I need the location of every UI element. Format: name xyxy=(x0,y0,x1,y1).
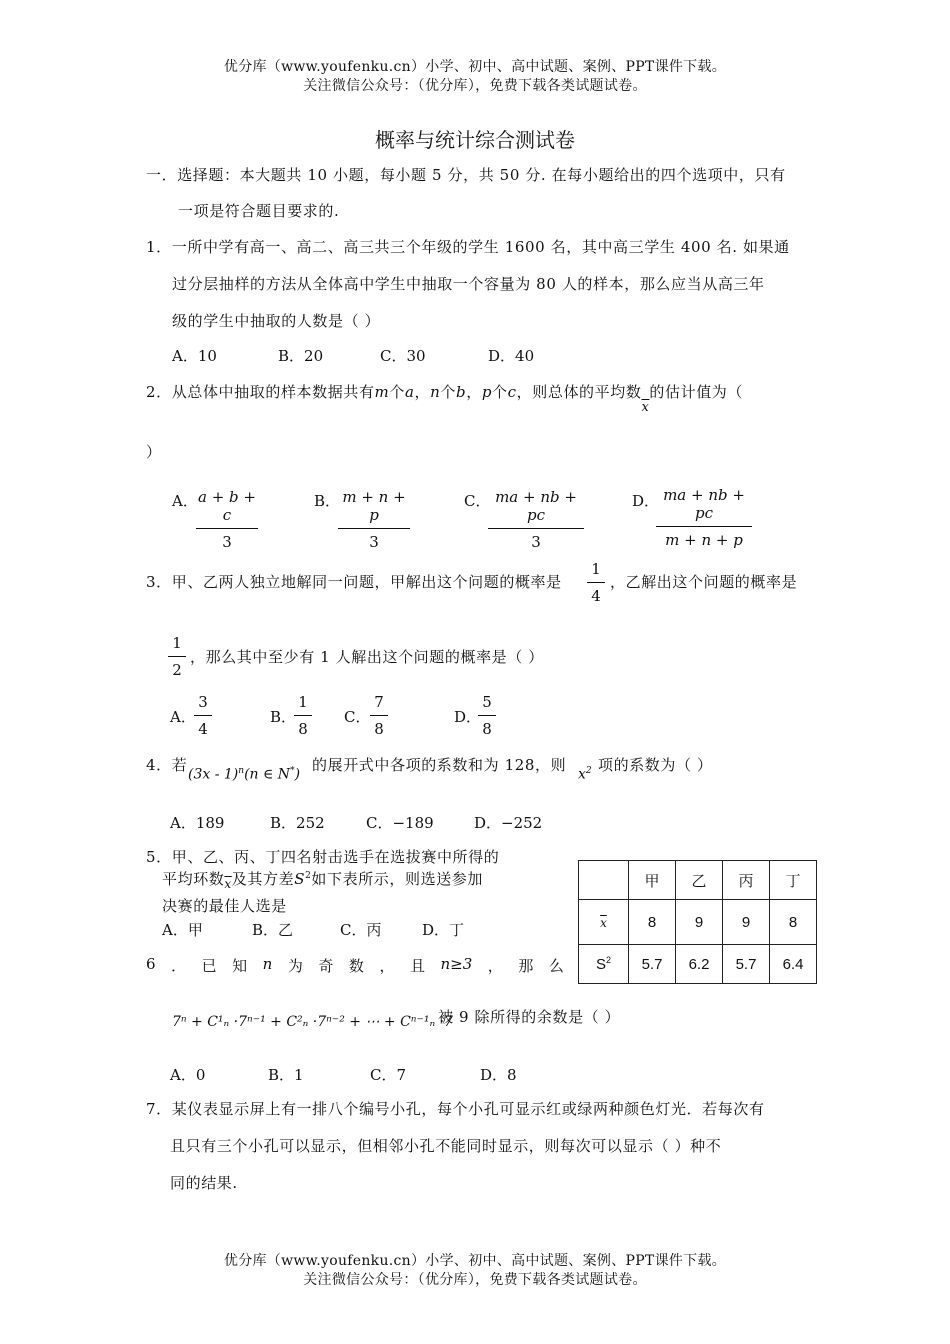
q2-option-d-denominator: m + n + p xyxy=(665,531,743,549)
q3-option-c-fraction xyxy=(370,693,388,738)
table-cell: 8 xyxy=(770,900,817,945)
table-xbar-label: $\overline{x}$ xyxy=(600,915,607,930)
q2-option-c-label: C． xyxy=(464,492,491,510)
q2-close-paren: ） xyxy=(146,443,162,461)
table-header-cell: 甲 xyxy=(629,861,676,900)
q2-option-d-fraction xyxy=(656,486,752,549)
q3-text-b: ，乙解出这个问题的概率是 xyxy=(610,573,798,591)
q2-option-a-label: A． xyxy=(172,492,198,510)
q5-line-2-part-a: 平均环数 xyxy=(162,870,225,888)
q2-option-d-label: D． xyxy=(632,492,660,510)
table-cell: 5.7 xyxy=(629,945,676,984)
q3-option-d-numerator: 5 xyxy=(478,693,496,716)
q5-line-3: 决赛的最佳人选是 xyxy=(162,897,287,915)
q3-option-c-numerator: 7 xyxy=(370,693,388,716)
header-line-1: 优分库（www.youfenku.cn）小学、初中、高中试题、案例、PPT课件下载。 xyxy=(223,59,727,75)
q3-probability-a-denominator: 4 xyxy=(591,587,601,605)
q5-line-1: 5．甲、乙、丙、丁四名射击选手在选拔赛中所得的 xyxy=(146,848,500,866)
q6-option-b: B．1 xyxy=(268,1066,304,1084)
q3-option-c-label: C． xyxy=(344,708,371,726)
q4-exponent-n: n xyxy=(238,766,245,776)
q6-option-d: D．8 xyxy=(480,1066,517,1084)
q7-line-2: 且只有三个小孔可以显示，但相邻小孔不能同时显示，则每次可以显示（ ）种不 xyxy=(170,1137,722,1155)
q3-option-d-label: D． xyxy=(454,708,482,726)
q6-char: ， xyxy=(487,957,503,975)
table-cell: 6.2 xyxy=(676,945,723,984)
q4-star: * xyxy=(290,766,295,776)
q2-xbar: $\overline{x}$ xyxy=(641,400,650,415)
q6-char: n≥3 xyxy=(440,955,473,973)
q2-var-a: a xyxy=(404,383,415,401)
header-line-2: 关注微信公众号：（优分库），免费下载各类试题试卷。 xyxy=(303,78,647,94)
q2-stem xyxy=(146,381,744,415)
q5-stats-table xyxy=(578,860,817,984)
q5-line-2-part-c: 如下表所示，则选送参加 xyxy=(311,870,484,888)
table-cell: 6.4 xyxy=(770,945,817,984)
page-title: 概率与统计综合测试卷 xyxy=(375,128,575,152)
q3-option-b-numerator: 1 xyxy=(294,693,312,716)
q3-option-b-label: B． xyxy=(270,708,297,726)
q2-text-b: ，则总体的平均数 xyxy=(516,383,642,401)
table-header-row xyxy=(579,861,817,900)
q4-option-a: A．189 xyxy=(170,814,225,832)
table-header-cell: 乙 xyxy=(676,861,723,900)
q2-var-p: p xyxy=(481,383,493,401)
q2-var-n: n xyxy=(430,383,441,401)
q6-char: 6 xyxy=(146,955,156,973)
q3-probability-a-numerator: 1 xyxy=(587,560,605,583)
q5-option-b: B．乙 xyxy=(252,921,294,939)
footer-line-2: 关注微信公众号：（优分库），免费下载各类试题试卷。 xyxy=(303,1272,647,1288)
q3-option-d-fraction xyxy=(478,693,496,738)
q3-probability-b-denominator: 2 xyxy=(172,661,182,679)
q2-word: 个 xyxy=(492,383,508,401)
q2-option-b-label: B． xyxy=(314,492,341,510)
q1-option-b: B．20 xyxy=(278,347,324,365)
q4-option-d: D．−252 xyxy=(474,814,543,832)
table-cell xyxy=(579,861,629,900)
q2-text-c: 的估计值为（ xyxy=(649,383,744,401)
q3-option-a-label: A． xyxy=(170,708,196,726)
q6-char: ， xyxy=(379,957,395,975)
q4-x-squared xyxy=(578,766,592,783)
q6-char: 知 xyxy=(232,957,248,975)
q4-expression-part: ) xyxy=(294,766,301,783)
table-s-squared: 2 xyxy=(606,955,612,965)
q3-option-a-fraction xyxy=(194,693,212,738)
q6-char: ． xyxy=(171,957,187,975)
footer-line-1: 优分库（www.youfenku.cn）小学、初中、高中试题、案例、PPT课件下载。 xyxy=(223,1253,727,1269)
q5-line-2-part-b: 及其方差 xyxy=(231,870,295,888)
q2-option-d-numerator: ma + nb + pc xyxy=(656,486,752,527)
q3-option-b-denominator: 8 xyxy=(298,720,308,738)
q5-option-a: A．甲 xyxy=(162,921,203,939)
table-header-cell: 丙 xyxy=(723,861,770,900)
q2-option-a-fraction xyxy=(196,488,258,551)
table-row-label xyxy=(579,900,629,945)
q6-line-1 xyxy=(146,955,564,976)
q4-text-c: 项的系数为（ ） xyxy=(598,756,713,774)
q3-probability-b xyxy=(168,634,186,679)
q2-word: 个 xyxy=(440,383,457,401)
q5-s: S xyxy=(294,870,306,888)
q3-option-a-denominator: 4 xyxy=(198,720,208,738)
q1-line-1: 1．一所中学有高一、高二、高三共三个年级的学生 1600 名，其中高三学生 400 名. 如果通 xyxy=(146,238,790,256)
q4-text-b: 的展开式中各项的系数和为 128，则 xyxy=(312,756,567,774)
q3-option-a-numerator: 3 xyxy=(194,693,212,716)
q5-option-d: D．丁 xyxy=(422,921,465,939)
q2-var-b: b xyxy=(456,383,467,401)
table-row xyxy=(579,945,817,984)
q2-var-c: c xyxy=(507,383,517,401)
table-row-label xyxy=(579,945,629,984)
q2-option-b-fraction xyxy=(338,488,410,551)
q1-option-a: A．10 xyxy=(172,347,217,365)
q6-char: 那 xyxy=(518,957,534,975)
q3-option-c-denominator: 8 xyxy=(374,720,384,738)
q3-text-a: 3．甲、乙两人独立地解同一问题，甲解出这个问题的概率是 xyxy=(146,573,562,591)
q6-char: 数 xyxy=(348,957,364,975)
q6-option-a: A．0 xyxy=(170,1066,206,1084)
q2-option-a-numerator: a + b + c xyxy=(196,488,258,529)
q4-expression-part: (3x - 1) xyxy=(188,766,239,783)
q5-option-c: C．丙 xyxy=(340,921,382,939)
q2-word: 个 xyxy=(389,383,405,401)
q6-char: 么 xyxy=(548,957,564,975)
q6-expression: 7ⁿ + C¹ₙ ·7ⁿ⁻¹ + C²ₙ ·7ⁿ⁻² + ⋯ + Cⁿ⁻¹ₙ ·7 xyxy=(172,1014,453,1030)
q4-exponent-2: 2 xyxy=(585,766,592,776)
q1-option-c: C．30 xyxy=(380,347,426,365)
q3-option-d-denominator: 8 xyxy=(482,720,492,738)
q3-text-c: ，那么其中至少有 1 人解出这个问题的概率是（ ） xyxy=(190,648,544,666)
q2-option-b-denominator: 3 xyxy=(369,533,379,551)
q4-option-b: B．252 xyxy=(270,814,325,832)
q1-line-2: 过分层抽样的方法从全体高中学生中抽取一个容量为 80 人的样本，那么应当从高三年 xyxy=(172,275,765,293)
table-row xyxy=(579,900,817,945)
q5-line-2 xyxy=(162,868,483,889)
q2-text-a: 2．从总体中抽取的样本数据共有 xyxy=(146,383,375,401)
q5-xbar: $\overline{x}$ xyxy=(224,877,232,891)
q2-option-c-denominator: 3 xyxy=(531,533,541,551)
table-cell: 9 xyxy=(676,900,723,945)
q4-text-a: 4．若 xyxy=(146,756,188,774)
q4-var-x: x xyxy=(578,766,586,783)
section-instructions-line-1: 一．选择题：本大题共 10 小题，每小题 5 分，共 50 分. 在每小题给出的四个选项中，只有 xyxy=(146,166,786,184)
q6-char: 奇 xyxy=(318,957,334,975)
q6-char: 已 xyxy=(201,957,217,975)
q4-expression-part: (n ∈ N xyxy=(244,766,291,783)
q1-option-d: D．40 xyxy=(488,347,535,365)
q3-probability-b-numerator: 1 xyxy=(168,634,186,657)
q5-s-squared: 2 xyxy=(305,871,312,881)
q6-option-c: C．7 xyxy=(370,1066,407,1084)
q6-char: n xyxy=(262,955,273,973)
q2-option-c-fraction xyxy=(488,488,584,551)
q4-option-c: C．−189 xyxy=(366,814,434,832)
q6-char: 且 xyxy=(409,957,425,975)
q2-option-c-numerator: ma + nb + pc xyxy=(488,488,584,529)
q3-probability-a xyxy=(587,560,605,605)
q4-expression xyxy=(188,766,300,783)
table-header-cell: 丁 xyxy=(770,861,817,900)
q7-line-1: 7．某仪表显示屏上有一排八个编号小孔，每个小孔可显示红或绿两种颜色灯光．若每次有 xyxy=(146,1100,765,1118)
q2-var-m: m xyxy=(374,383,390,401)
q2-option-b-numerator: m + n + p xyxy=(338,488,410,529)
section-instructions-line-2: 一项是符合题目要求的. xyxy=(178,202,340,220)
table-cell: 5.7 xyxy=(723,945,770,984)
q2-option-a-denominator: 3 xyxy=(222,533,232,551)
table-cell: 8 xyxy=(629,900,676,945)
q6-tail: 被 9 除所得的余数是（ ） xyxy=(438,1008,621,1026)
q7-line-3: 同的结果. xyxy=(170,1174,238,1192)
table-cell: 9 xyxy=(723,900,770,945)
table-s-label: S xyxy=(595,956,606,973)
q1-line-3: 级的学生中抽取的人数是（ ） xyxy=(172,312,381,330)
q3-option-b-fraction xyxy=(294,693,312,738)
q6-char: 为 xyxy=(287,957,303,975)
q2-comma: ， xyxy=(466,383,482,401)
q2-comma: ， xyxy=(414,383,431,401)
